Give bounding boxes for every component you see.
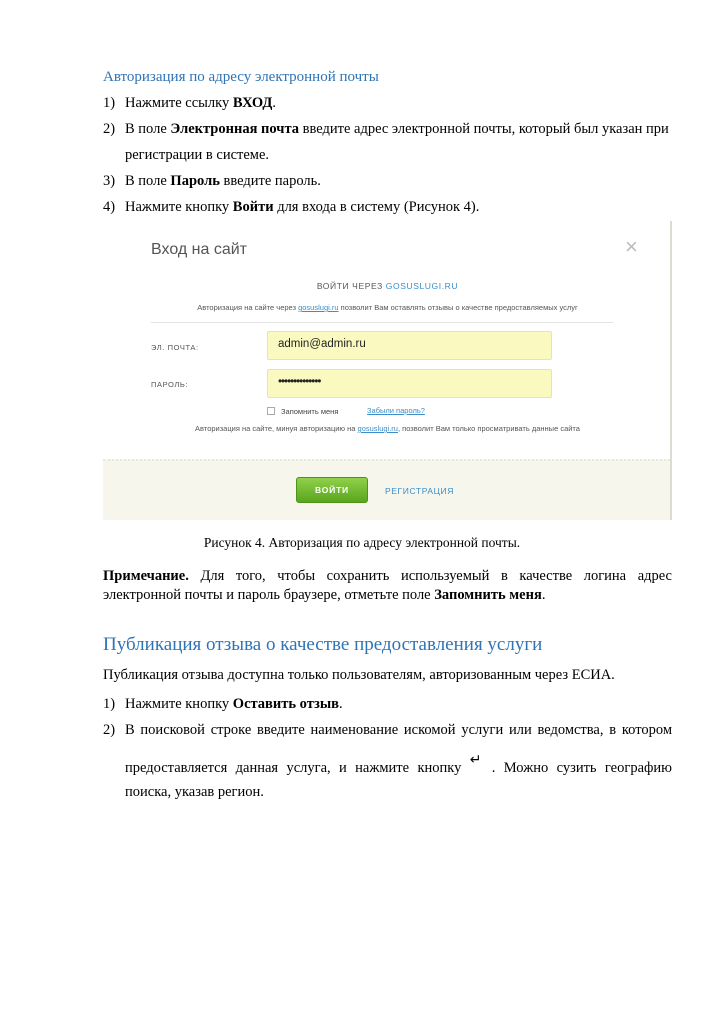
email-label: ЭЛ. ПОЧТА:	[151, 343, 199, 352]
dialog-title: Вход на сайт	[151, 241, 247, 258]
step-1: 1) Нажмите ссылку ВХОД.	[103, 95, 277, 111]
figure-caption: Рисунок 4. Авторизация по адресу электронной почты.	[203, 535, 521, 550]
close-icon[interactable]: ×	[625, 234, 638, 259]
gosuslugi-link[interactable]: gosuslugi.ru	[298, 303, 339, 312]
guest-note: Авторизация на сайте, минуя авторизацию на gosuslugi.ru, позволит Вам только просматривать данные сайта	[195, 424, 580, 433]
step2-2-line3: поиска, указав регион.	[125, 784, 264, 800]
step-3: 3) В поле Пароль введите пароль.	[103, 173, 321, 189]
step2-2-line1: В поисковой строке введите наименование искомой услуги или ведомства, в котором	[125, 722, 672, 738]
register-link[interactable]: РЕГИСТРАЦИЯ	[385, 486, 455, 496]
gosuslugi-note: Авторизация на сайте через gosuslugi.ru позволит Вам оставлять отзывы о качестве предоставляемых услуг	[197, 303, 578, 312]
section-heading: Авторизация по адресу электронной почты	[103, 69, 379, 85]
step-4: 4) Нажмите кнопку Войти для входа в систему (Рисунок 4).	[103, 199, 480, 215]
step2-1: 1) Нажмите кнопку Оставить отзыв.	[103, 696, 343, 712]
step2-2-line2: предоставляется данная услуга, и нажмите кнопку ↵ . Можно сузить географию	[103, 755, 672, 781]
forgot-password-link[interactable]: Забыли пароль?	[367, 406, 425, 415]
screenshot-border	[670, 221, 672, 520]
note-line-1: Примечание. Для того, чтобы сохранить используемый в качестве логина адрес	[103, 568, 672, 584]
step2-2: 2) В поисковой строке введите наименование искомой услуги или ведомства, в котором	[103, 717, 672, 743]
gosuslugi-link-2[interactable]: gosuslugi.ru	[357, 424, 398, 433]
password-field[interactable]: ••••••••••••••	[267, 369, 552, 398]
enter-icon: ↵	[469, 752, 482, 768]
login-dialog-screenshot	[103, 221, 672, 520]
step-2: 2) В поле Электронная почта введите адрес электронной почты, который был указан при регистрации в системе.	[103, 121, 669, 163]
section2-intro: Публикация отзыва доступна только пользователям, авторизованным через ЕСИА.	[103, 667, 615, 683]
password-label: ПАРОЛЬ:	[151, 380, 189, 389]
remember-label: Запомнить меня	[281, 407, 339, 416]
login-button[interactable]: ВОЙТИ	[296, 477, 368, 503]
email-field[interactable]: admin@admin.ru	[267, 331, 552, 360]
note-line-2: электронной почты и пароль браузере, отметьте поле Запомнить меня.	[103, 587, 546, 603]
divider	[151, 322, 613, 323]
login-via-gosuslugi[interactable]: ВОЙТИ ЧЕРЕЗ GOSUSLUGI.RU	[316, 281, 459, 291]
section2-heading: Публикация отзыва о качестве предоставления услуги	[103, 634, 543, 655]
remember-checkbox[interactable]	[267, 407, 275, 415]
